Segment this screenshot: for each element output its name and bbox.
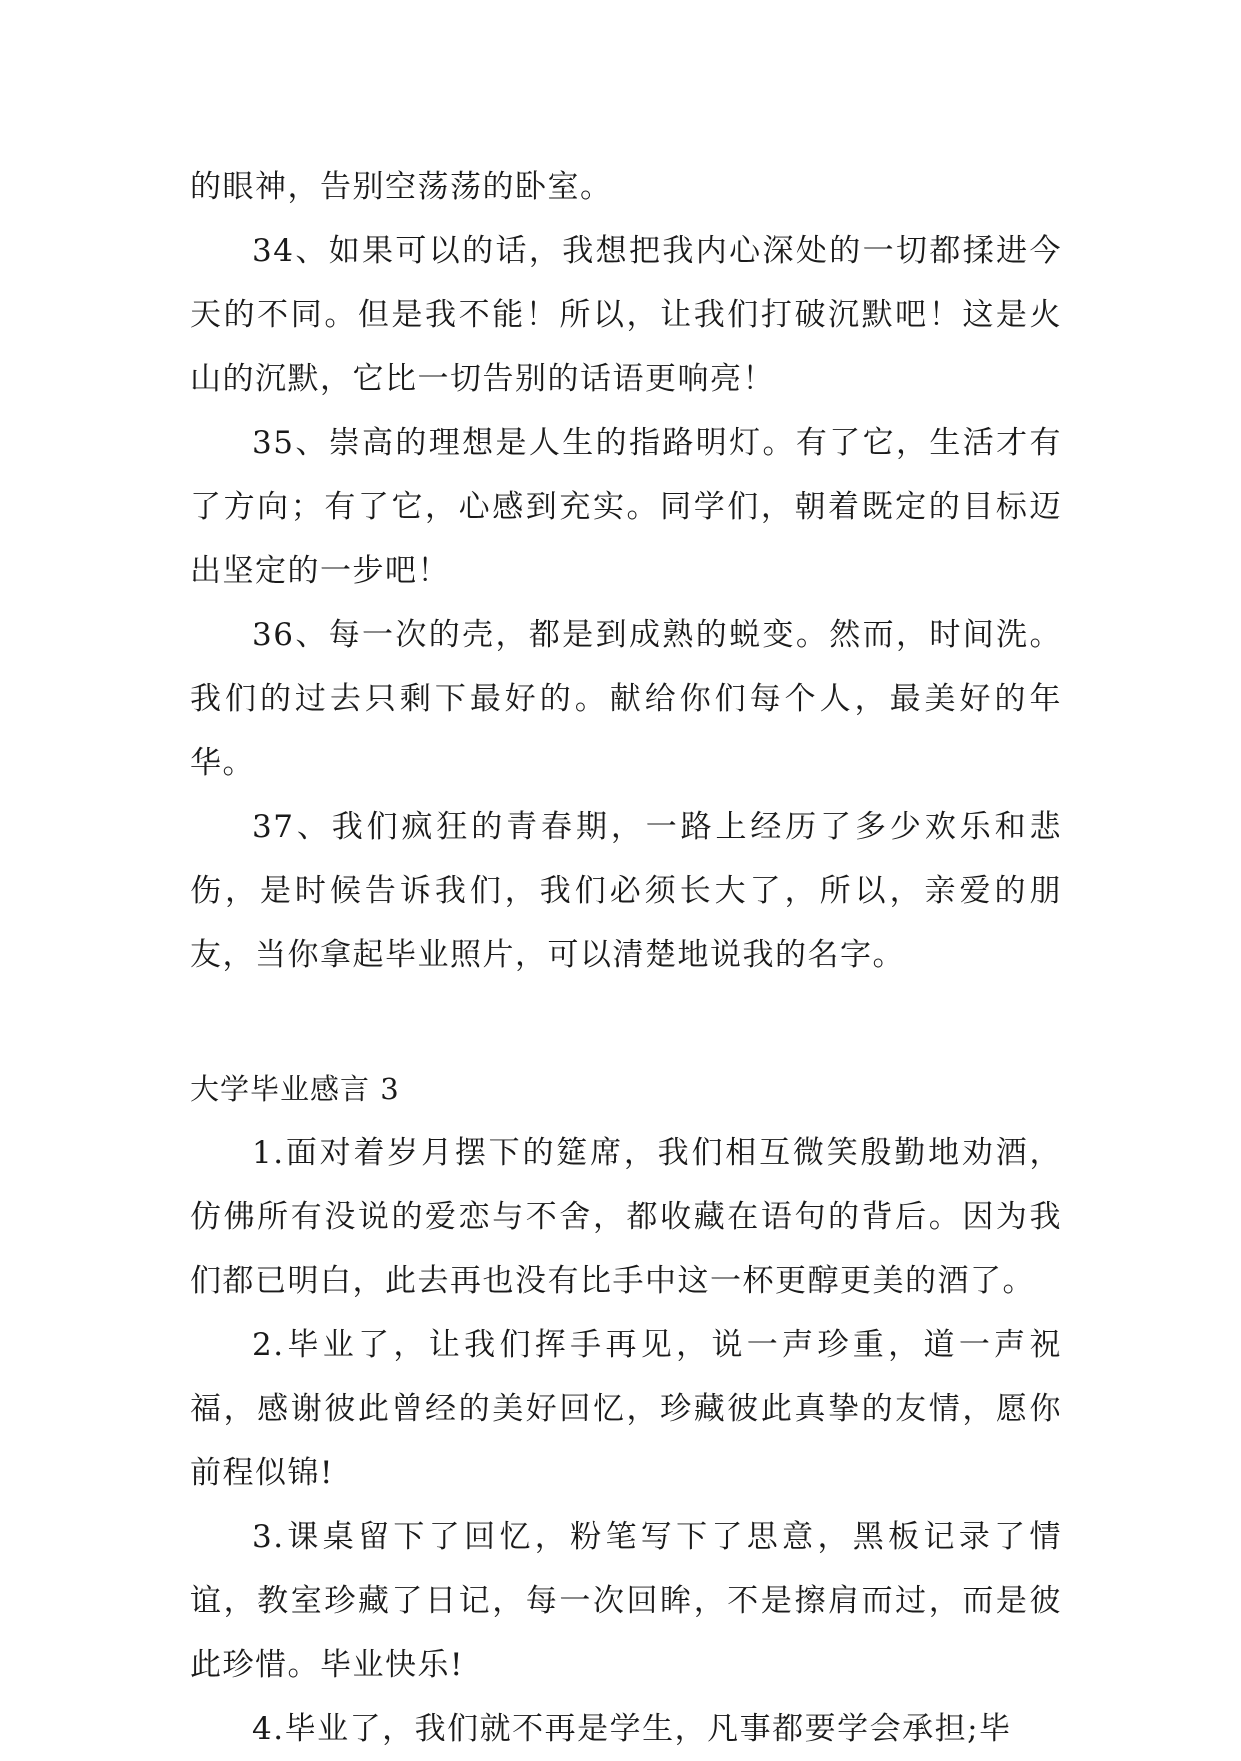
item-37-paragraph: 37、我们疯狂的青春期，一路上经历了多少欢乐和悲伤，是时候告诉我们，我们必须长大了，所以，亲爱的朋友，当你拿起毕业照片，可以清楚地说我的名字。 bbox=[190, 809, 1062, 973]
item-3-paragraph: 3.课桌留下了回忆，粉笔写下了思意，黑板记录了情谊，教室珍藏了日记，每一次回眸，不是擦肩而过，而是彼此珍惜。毕业快乐! bbox=[190, 1519, 1062, 1683]
item-35-paragraph: 35、崇高的理想是人生的指路明灯。有了它，生活才有了方向；有了它，心感到充实。同学们，朝着既定的目标迈出坚定的一步吧！ bbox=[190, 425, 1062, 589]
item-4-paragraph: 4.毕业了，我们就不再是学生，凡事都要学会承担;毕 bbox=[252, 1711, 1012, 1747]
document-body bbox=[190, 155, 1062, 1761]
item-34-paragraph: 34、如果可以的话，我想把我内心深处的一切都揉进今天的不同。但是我不能！所以，让我们打破沉默吧！这是火山的沉默，它比一切告别的话语更响亮！ bbox=[190, 233, 1062, 397]
item-2-paragraph: 2.毕业了，让我们挥手再见，说一声珍重，道一声祝福，感谢彼此曾经的美好回忆，珍藏彼此真挚的友情，愿你前程似锦! bbox=[190, 1327, 1062, 1491]
item-1-paragraph: 1.面对着岁月摆下的筵席，我们相互微笑殷勤地劝酒，仿佛所有没说的爱恋与不舍，都收藏在语句的背后。因为我们都已明白，此去再也没有比手中这一杯更醇更美的酒了。 bbox=[190, 1135, 1062, 1299]
item-36-paragraph: 36、每一次的壳，都是到成熟的蜕变。然而，时间洗。我们的过去只剩下最好的。献给你们每个人，最美好的年华。 bbox=[190, 617, 1062, 781]
section-title: 大学毕业感言 3 bbox=[190, 1072, 400, 1106]
continuation-paragraph: 的眼神，告别空荡荡的卧室。 bbox=[190, 169, 613, 205]
